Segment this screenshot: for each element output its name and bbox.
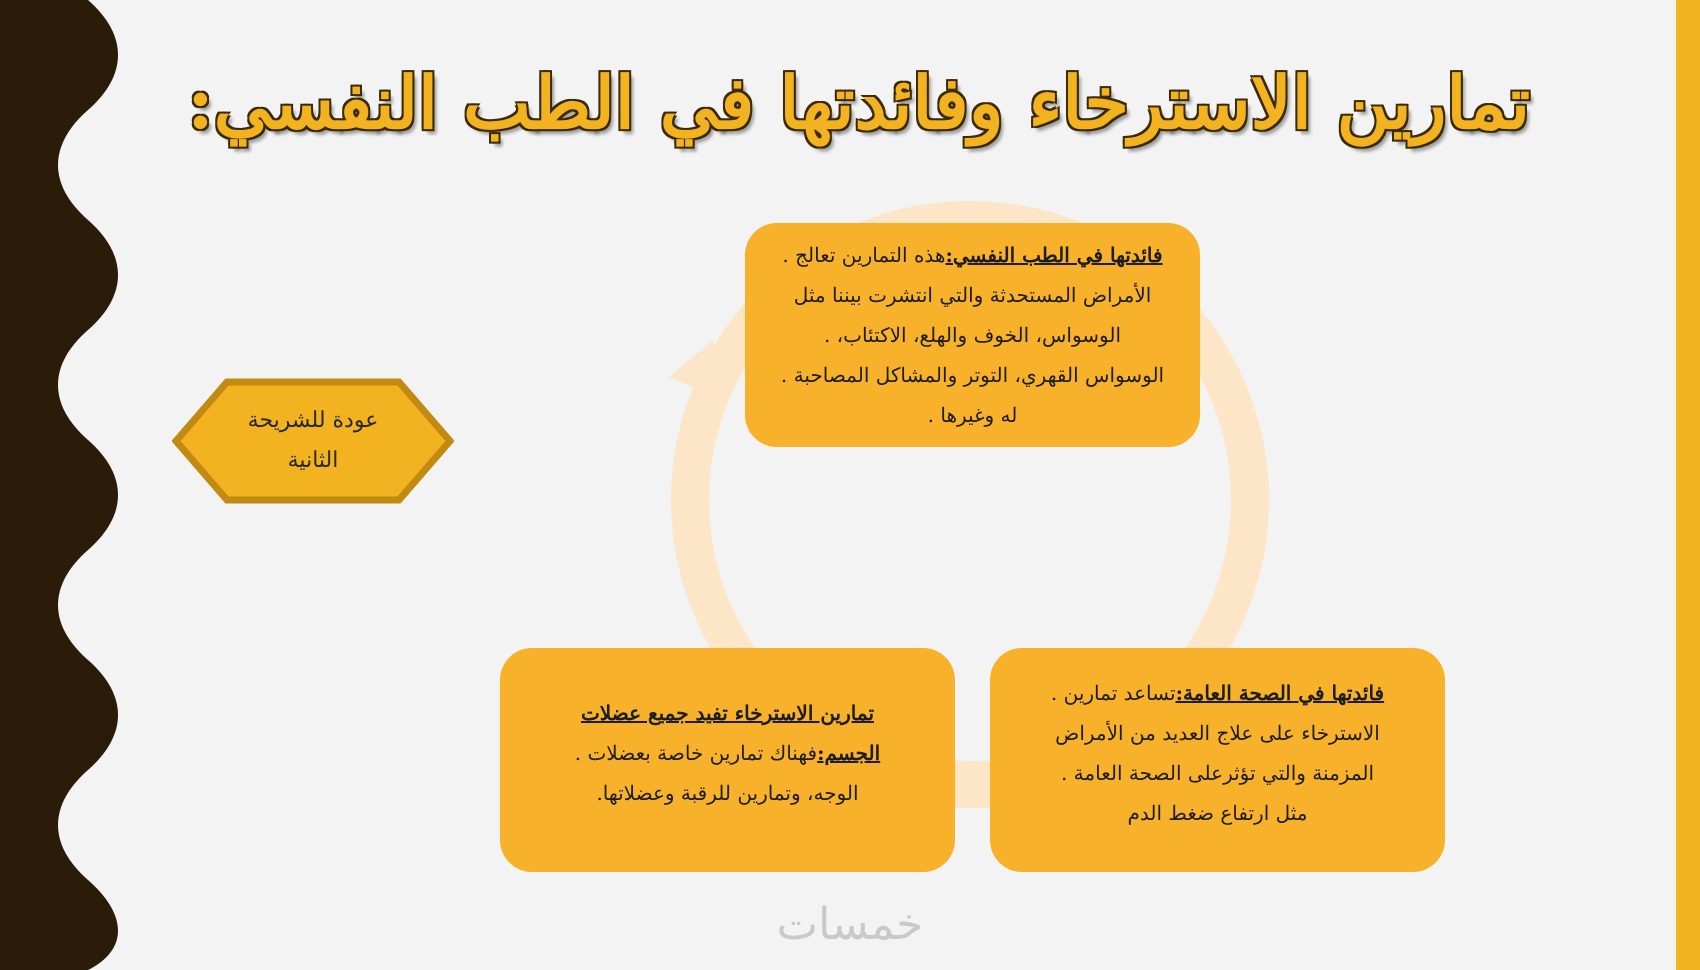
box-text-line: المزمنة والتي تؤثرعلى الصحة العامة . (1060, 761, 1375, 785)
watermark-logo: خمسات (776, 899, 924, 950)
box-text-line: هذه التمارين تعالج . (782, 243, 946, 267)
cycle-box-psychiatry (745, 223, 1200, 447)
box-text-line: مثل ارتفاع ضغط الدم (1127, 801, 1308, 825)
back-button-line2: الثانية (287, 448, 339, 473)
box-heading: فائدتها في الطب النفسي: (945, 243, 1163, 267)
box-heading-continued: الجسم: (817, 741, 881, 765)
cycle-box-general-health (990, 648, 1445, 872)
back-button-line1: عودة للشريحة (247, 408, 379, 433)
box-text-line: الوجه، وتمارين للرقبة وعضلاتها. (596, 781, 859, 805)
box-heading: تمارين الاسترخاء تفيد جميع عضلات (580, 701, 875, 725)
box-text-line: الاسترخاء على علاج العديد من الأمراض (1055, 721, 1380, 745)
slide-title: تمارين الاسترخاء وفائدتها في الطب النفسي: (187, 60, 1530, 145)
box-text-line: فهناك تمارين خاصة بعضلات . (574, 741, 818, 765)
box-text-line: له وغيرها . (927, 403, 1018, 427)
cycle-box-muscles (500, 648, 955, 872)
box-text-line: الأمراض المستحدثة والتي انتشرت بيننا مثل (793, 283, 1152, 307)
box-text-line: الوسواس القهري، التوتر والمشاكل المصاحبة . (780, 363, 1165, 387)
box-text-line: الوسواس، الخوف والهلع، الاكتئاب، . (823, 323, 1122, 347)
box-text-line: تساعد تمارين . (1050, 681, 1176, 705)
back-button-label[interactable] (190, 378, 436, 504)
box-heading: فائدتها في الصحة العامة: (1175, 681, 1385, 705)
